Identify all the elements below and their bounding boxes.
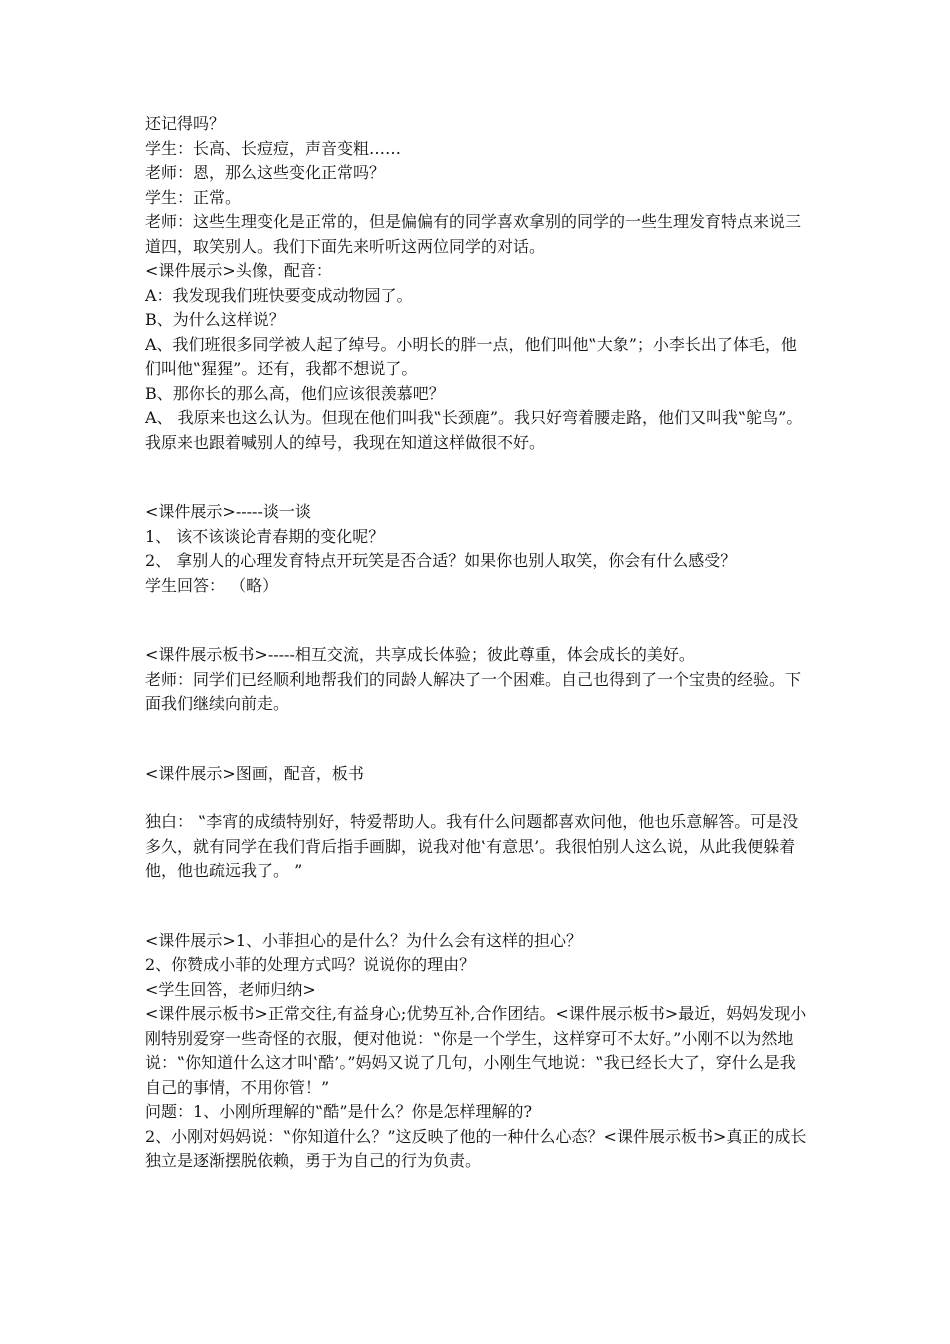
dialogue-section <box>145 112 810 455</box>
spacer <box>145 786 810 810</box>
board-summary-section <box>145 643 810 717</box>
text-line: B、为什么这样说？ <box>145 310 285 329</box>
text-line: 2、你赞成小菲的处理方式吗？说说你的理由？ <box>145 955 476 974</box>
text-line: A、我们班很多同学被人起了绰号。小明长的胖一点，他们叫他‟大象”；小李长出了体毛，他们叫他‟猩猩”。还有，我都不想说了。 <box>145 334 797 378</box>
text-line: 学生回答： （略） <box>145 575 279 595</box>
discussion-section <box>145 500 810 598</box>
text-line: <课件展示>1、小菲担心的是什么？为什么会有这样的担心？ <box>145 930 582 950</box>
text-line: 老师：这些生理变化是正常的，但是偏偏有的同学喜欢拿别的同学的一些生理发育特点来说三道四，取笑别人。我们下面先来听听这两位同学的对话。 <box>145 212 802 256</box>
text-line: 老师：恩，那么这些变化正常吗？ <box>145 163 386 182</box>
spacer <box>145 598 810 643</box>
text-line: 学生：正常。 <box>145 187 242 207</box>
text-line: A：我发现我们班快要变成动物园了。 <box>145 285 413 305</box>
spacer <box>145 717 810 762</box>
questions-section <box>145 929 810 1174</box>
text-line: A、 我原来也这么认为。但现在他们叫我‟长颈鹿”。我只好弯着腰走路，他们又叫我‟鸵鸟”。我原来也跟着喊别人的绰号，我现在知道这样做很不好。 <box>145 408 803 452</box>
text-line: 还记得吗？ <box>145 114 226 133</box>
text-line: B、那你长的那么高，他们应该很羡慕吧？ <box>145 383 445 403</box>
text-line: 2、 拿别人的心理发育特点开玩笑是否合适？如果你也别人取笑，你会有什么感受？ <box>145 551 737 570</box>
spacer <box>145 455 810 500</box>
text-line: 学生：长高、长痘痘，声音变粗…… <box>145 138 402 158</box>
document-page <box>145 112 810 1174</box>
text-line: 独白： ‟李宵的成绩特别好，特爱帮助人。我有什么问题都喜欢问他，他也乐意解答。可是没多久，就有同学在我们背后指手画脚，说我对他‛有意思’。我很怕别人这么说，从此我便躲着他，他也疏远我了。 ” <box>145 812 799 880</box>
text-line: <课件展示板书>正常交往,有益身心;优势互补,合作团结。<课件展示板书>最近，妈妈发现小刚特别爱穿一些奇怪的衣服，便对他说：‟你是一个学生，这样穿可不太好。”小刚不以为然地说：‟你知道什么这才叫‛酷’。”妈妈又说了几句，小刚生气地说：‟我已经长大了，穿什么是我自己的事情，不用你管！” <box>145 1004 807 1097</box>
spacer <box>145 884 810 929</box>
text-line: <课件展示>图画，配音，板书 <box>145 763 364 783</box>
text-line: <学生回答，老师归纳> <box>145 979 316 999</box>
text-line: <课件展示>头像，配音： <box>145 261 332 280</box>
text-line: 1、 该不该谈论青春期的变化呢？ <box>145 526 385 546</box>
text-line: 2、小刚对妈妈说：‟你知道什么？”这反映了他的一种什么心态？<课件展示板书>真正的成长独立是逐渐摆脱依赖，勇于为自己的行为负责。 <box>145 1126 807 1170</box>
text-line: 问题：1、小刚所理解的‟酷”是什么？你是怎样理解的? <box>145 1102 533 1121</box>
monologue-section <box>145 810 810 884</box>
text-line: <课件展示>-----谈一谈 <box>145 502 311 521</box>
text-line: 老师：同学们已经顺利地帮我们的同龄人解决了一个困难。自己也得到了一个宝贵的经验。下面我们继续向前走。 <box>145 669 802 713</box>
text-line: <课件展示板书>-----相互交流，共享成长体验；彼此尊重，体会成长的美好。 <box>145 645 695 664</box>
picture-section <box>145 762 810 787</box>
